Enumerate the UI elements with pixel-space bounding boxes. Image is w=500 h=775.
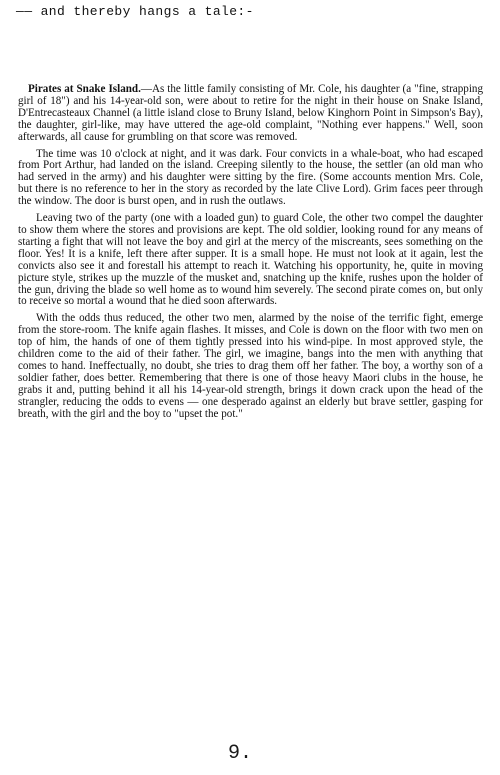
- paragraph-2: The time was 10 o'clock at night, and it was dark. Four convicts in a whale-boat, who had escaped from Port Arthur, had landed on the island. Creeping silently to the house, the settler (an old man who had served in the army) and his daughter were sitting by the fire. (Some accounts mention Mrs. Cole, but there is no reference to her in the story as recorded by the late Clive Lord). Grim faces peer through the window. The door is burst open, and in rush the outlaws.: [18, 147, 483, 208]
- page-header: —— and thereby hangs a tale:-: [16, 4, 254, 19]
- paragraph-3: Leaving two of the party (one with a loaded gun) to guard Cole, the other two compel the daughter to show them where the stores and provisions are kept. The old soldier, looking round for any means of starting a fight that will not leave the boy and girl at the mercy of the miscreants, sees something on the floor. Yes! It is a knife, left there after supper. It is a small hope. He must not look at it again, lest the convicts also see it and forestall his attempt to reach it. Watching his opportunity, he, quite in moving picture style, strikes up the muzzle of the musket and, snatching up the knife, rushes upon the holder of the gun, driving the blade so well home as to wound him severely. The second pirate comes on, but only to receive so mortal a wound that he died soon afterwards.: [18, 212, 483, 308]
- page-number: 9.: [228, 742, 253, 765]
- article-title: Pirates at Snake Island.: [28, 83, 141, 95]
- article-body: [18, 84, 483, 425]
- paragraph-4: With the odds thus reduced, the other two men, alarmed by the noise of the terrific fight, emerge from the store-room. The knife again flashes. It misses, and Cole is down on the floor with two men on top of him, the hands of one of them tightly pressed into his wind-pipe. In most approved style, the children come to the aid of their father. The girl, we imagine, bangs into the men with anything that comes to hand. Ineffectually, no doubt, she tries to drag them off her father. The boy, a worthy son of a soldier father, does better. Remembering that there is one of those heavy Maori clubs in the house, he grabs it and, putting behind it all his 14-year-old strength, brings it down crack upon the head of the strangler, reducing the odds to evens — one desperado against an elderly but brave settler, gasping for breath, with the girl and the boy to "upset the pot.": [18, 312, 483, 420]
- paragraph-1-text: —As the little family consisting of Mr. Cole, his daughter (a "fine, strapping girl of 18") and his 14-year-old son, were about to retire for the night in their house on Snake Island, D'Entrecasteaux Channel (a little island close to Bruny Island, below Kinghorn Point in Simpson's Bay), the daughter, girl-like, may have uttered the age-old complaint, "Nothing ever happens." Well, soon afterwards, all cause for grumbling on that score was removed.: [18, 83, 483, 143]
- paragraph-1: [18, 84, 483, 144]
